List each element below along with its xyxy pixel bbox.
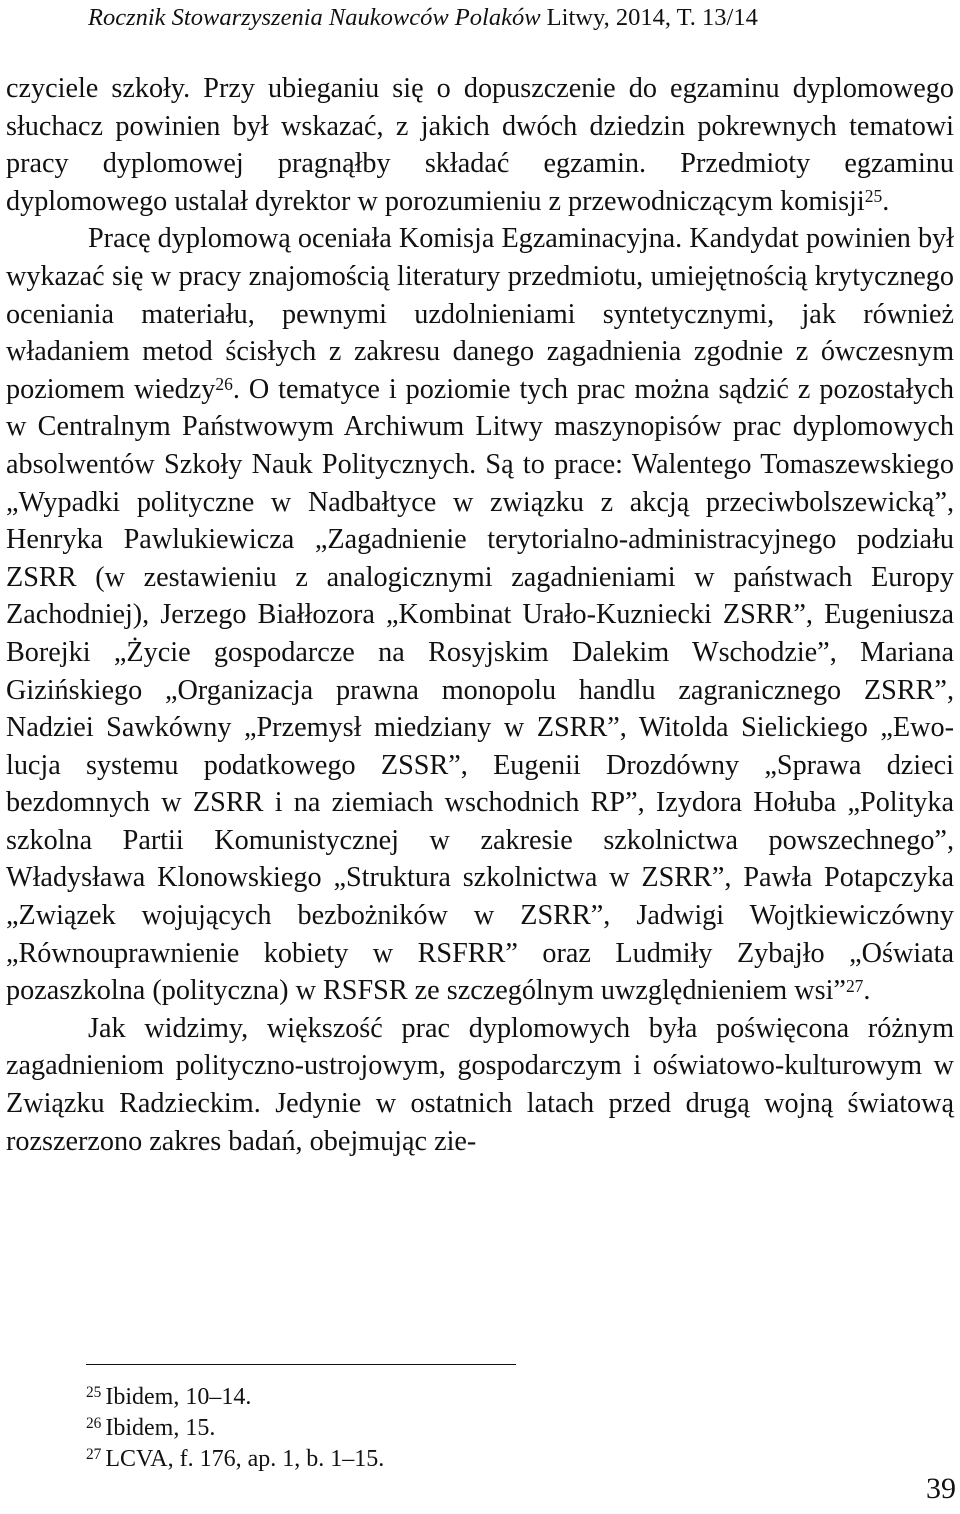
page-number: 39 [926, 1472, 956, 1505]
footnotes [86, 1382, 786, 1475]
footnote-reference: 27 [845, 975, 864, 996]
body-text [6, 70, 954, 1160]
paragraph [6, 220, 954, 1009]
paragraph-text: Jak widzimy, większość prac dyplomowych była poświęcona różnym zagadnieniom polityczno-ustrojowym, gospodarczym i oświatowo-kulturowym w Związku Radzieckim. Jedynie w ostatnich latach przed drugą wojną światową rozszerzono zakres badań, obejmując zie- [6, 1012, 954, 1157]
footnote-text: Ibidem, 15. [105, 1415, 216, 1441]
running-header [88, 2, 932, 34]
paragraph-text: czyciele szkoły. Przy ubieganiu się o dopuszczenie do egzaminu dyplomowego słuchacz powinien był wskazać, z jakich dwóch dziedzin pokrewnych tematowi pracy dyplomowej pragnąłby składać egzamin. Przedmioty egzaminu dyplomowego ustalał dyrektor w porozumieniu z przewodniczącym komisji [6, 73, 954, 217]
paragraph-text: . [863, 975, 871, 1007]
paragraph [6, 70, 954, 220]
footnote-separator [86, 1364, 516, 1365]
running-header-tail: Litwy, 2014, T. 13/14 [546, 4, 758, 31]
paragraph [6, 1010, 954, 1160]
footnote-number: 25 [86, 1384, 102, 1402]
paragraph-text: . [882, 185, 890, 217]
footnote-27 [86, 1444, 786, 1475]
footnote-text: LCVA, f. 176, ap. 1, b. 1–15. [105, 1446, 385, 1472]
footnote-26 [86, 1413, 786, 1444]
footnote-reference: 26 [215, 374, 233, 395]
footnote-25 [86, 1382, 786, 1413]
running-header-title: Rocznik Stowarzyszenia Naukowców Polaków [88, 4, 541, 31]
footnote-reference: 25 [864, 186, 883, 207]
footnote-text: Ibidem, 10–14. [105, 1384, 252, 1410]
footnote-number: 26 [86, 1415, 102, 1433]
footnote-number: 27 [86, 1446, 102, 1464]
paragraph-text: . O tematyce i poziomie tych prac można sądzić z pozostałych w Centralnym Państwowym Archiwum Litwy maszynopisów prac dyplomowych absolwentów Szkoły Nauk Politycznych. Są to prace: Walentego Tomaszewskiego „Wypadki polityczne w Nadbałtyce w związku z akcją przeciwbolszewicką”, Henryka Pawlukiewicza „Zagadnienie terytorialno-administracyjnego podziału ZSRR (w zestawieniu z analogicznymi zagadnieniami w państwach Europy Zachodniej), Jerzego Białłozora „Kombinat Urało-Kuzniecki ZSRR”, Eugeniusza Borejki „Życie gospodarcze na Rosyjskim Dalekim Wschodzie”, Mariana Gizińskiego „Organizacja prawna monopolu handlu zagranicznego ZSRR”, Nadziei Sawkówny „Przemysł miedziany w ZSRR”, Witolda Sielickiego „Ewolucja systemu podatkowego ZSSR”, Eugenii Drozdówny „Sprawa dzieci bezdomnych w ZSRR i na ziemiach wschodnich RP”, Izydora Hołuba „Polityka szkolna Partii Komunistycznej w zakresie szkolnictwa powszechnego”, Władysława Klonowskiego „Struktura szkolnictwa w ZSRR”, Pawła Potapczyka „Związek wojujących bezbożników w ZSRR”, Jadwigi Wojtkiewiczówny „Równouprawnienie kobiety w RSFRR” oraz Ludmiły Zybajło „Oświata pozaszkolna (polityczna) w RSFSR ze szczególnym uwzględnieniem wsi” [6, 373, 954, 1007]
paragraph-text: Pracę dyplomową oceniała Komisja Egzaminacyjna. Kandydat powinien był wykazać się w pracy znajomością literatury przedmiotu, umiejętnością krytycznego oceniania materiału, pewnymi uzdolnieniami syntetycznymi, jak również władaniem metod ścisłych z zakresu danego zagadnienia zgodnie z ówczesnym poziomem wiedzy [6, 223, 954, 405]
